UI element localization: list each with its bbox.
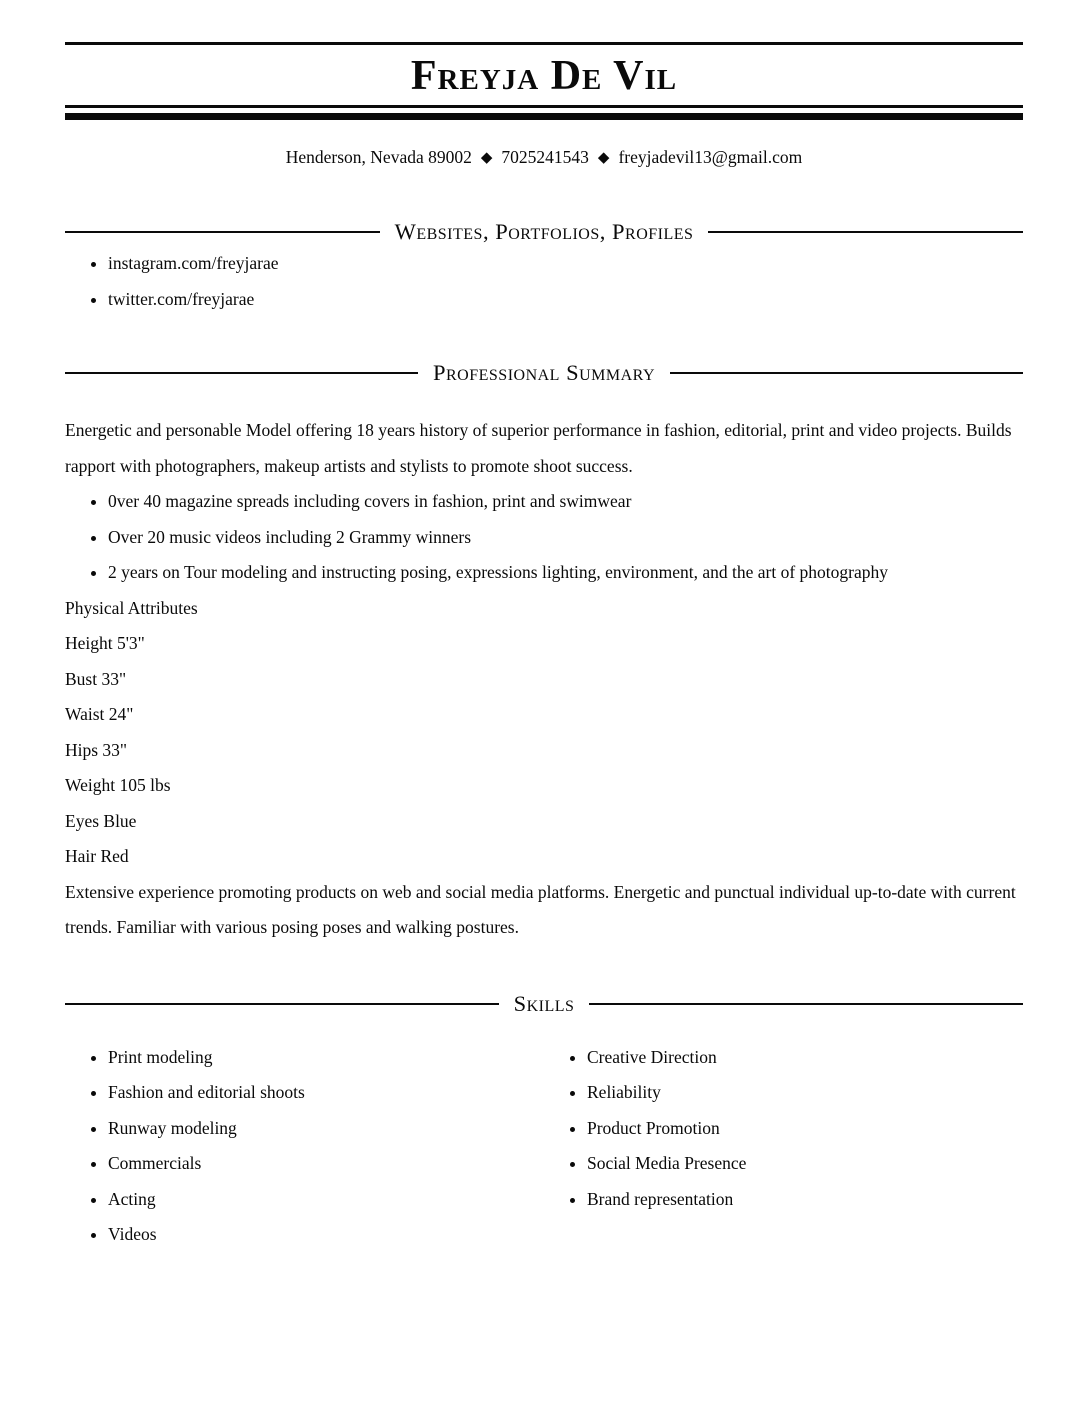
attribute-line: Weight 105 lbs — [65, 775, 171, 795]
skill-item: • Creative Direction — [587, 1040, 1023, 1076]
contact-line — [65, 146, 1023, 170]
contact-email: freyjadevil13@gmail.com — [618, 147, 803, 167]
heading-rule-right — [589, 1003, 1023, 1005]
website-item: • instagram.com/freyjarae — [108, 246, 1023, 282]
candidate-name: Freyja De Vil — [410, 53, 678, 99]
attribute-line: Hips 33" — [65, 739, 128, 760]
attribute-line: Hair Red — [65, 846, 129, 866]
skill-item: • Commercials — [108, 1146, 544, 1182]
section-heading-skills — [65, 990, 1023, 1018]
heading-rule-right — [708, 231, 1023, 233]
physical-attributes-block — [65, 591, 1023, 875]
website-item: • twitter.com/freyjarae — [108, 282, 1023, 318]
skill-item: • Social Media Presence — [587, 1146, 1023, 1182]
summary-outro-paragraph: Extensive experience promoting products on web and social media platforms. Energetic and punctual individual up-to-date with current trends. Familiar with various posing poses and walking postures. — [65, 881, 1016, 937]
attribute-line: Height 5'3" — [65, 633, 145, 653]
contact-location: Henderson, Nevada 89002 — [285, 147, 472, 167]
diamond-separator-icon: ◆ — [480, 150, 493, 166]
skill-item: • Runway modeling — [108, 1111, 544, 1147]
header-double-rule — [65, 105, 1023, 120]
skill-item: • Videos — [108, 1217, 544, 1253]
diamond-separator-icon: ◆ — [597, 150, 610, 166]
skill-item: • Brand representation — [587, 1182, 1023, 1218]
section-title-skills: Skills — [513, 990, 575, 1016]
summary-bullet-list — [65, 484, 1023, 591]
heading-rule-right — [670, 372, 1023, 374]
heading-rule-left — [65, 1003, 499, 1005]
skill-item: • Fashion and editorial shoots — [108, 1075, 544, 1111]
attribute-line: Eyes Blue — [65, 810, 137, 831]
skill-item: • Acting — [108, 1182, 544, 1218]
section-heading-websites — [65, 218, 1023, 246]
contact-phone: 7025241543 — [501, 147, 589, 167]
summary-bullet: • 2 years on Tour modeling and instructing posing, expressions lighting, environment, and the art of photography — [108, 555, 1023, 591]
skill-item: • Reliability — [587, 1075, 1023, 1111]
attribute-line: Bust 33" — [65, 668, 127, 689]
websites-list — [65, 246, 1023, 317]
skills-columns — [65, 1040, 1023, 1253]
section-title-summary: Professional Summary — [432, 360, 656, 385]
attribute-line: Waist 24" — [65, 704, 134, 724]
skills-list-left — [65, 1040, 544, 1253]
skill-item: • Product Promotion — [587, 1111, 1023, 1147]
attribute-line: Physical Attributes — [65, 597, 198, 618]
section-title-websites: Websites, Portfolios, Profiles — [394, 219, 694, 244]
summary-bullet: • Over 20 music videos including 2 Grammy winners — [108, 520, 1023, 556]
section-heading-summary — [65, 359, 1023, 387]
skill-item: • Print modeling — [108, 1040, 544, 1076]
skills-list-right — [544, 1040, 1023, 1253]
top-rule — [65, 42, 1023, 45]
heading-rule-left — [65, 231, 380, 233]
heading-rule-left — [65, 372, 418, 374]
summary-bullet: • 0ver 40 magazine spreads including covers in fashion, print and swimwear — [108, 484, 1023, 520]
summary-intro-paragraph: Energetic and personable Model offering 18 years history of superior performance in fashion, editorial, print and video projects. Builds rapport with photographers, makeup artists and stylists to promote shoot success. — [65, 420, 1012, 476]
